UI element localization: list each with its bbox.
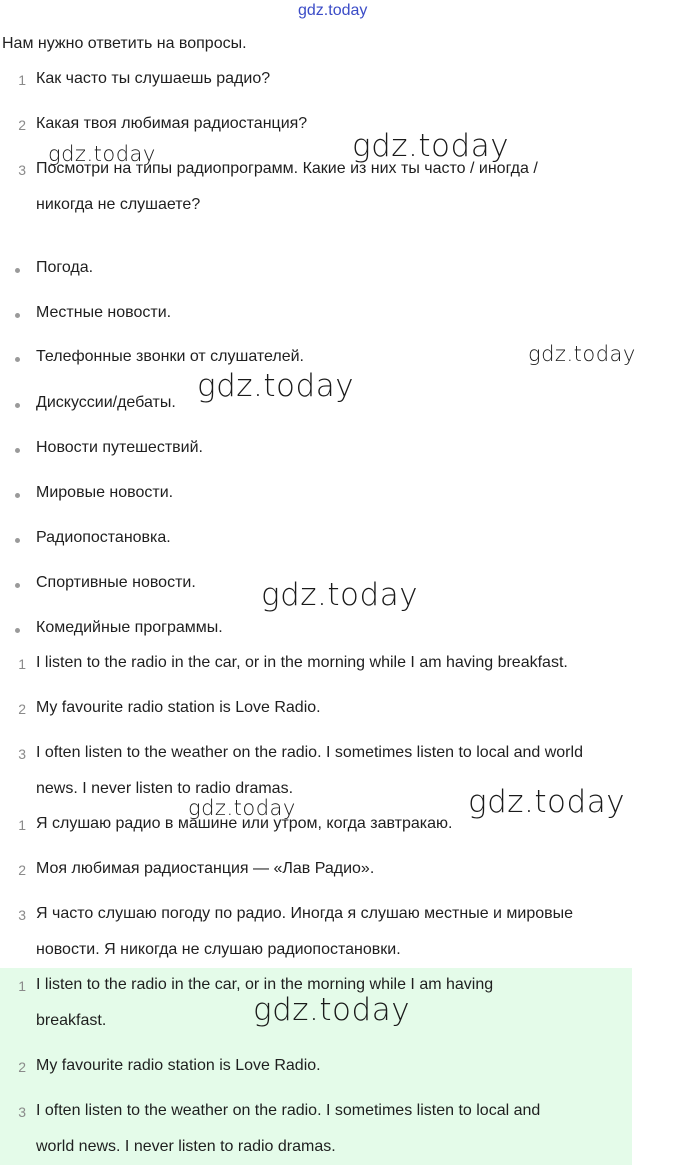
question-number: 1 xyxy=(18,72,26,88)
bullet-dot xyxy=(15,493,20,498)
intro-text: Нам нужно ответить на вопросы. xyxy=(2,35,247,52)
program-type-item: Новости путешествий. xyxy=(36,439,203,456)
program-type-item: Телефонные звонки от слушателей. xyxy=(36,348,304,365)
program-type-item: Комедийные программы. xyxy=(36,619,223,636)
answer-ru-number: 1 xyxy=(18,817,26,833)
question-text: Посмотри на типы радиопрограмм. Какие из них ты часто / иногда / xyxy=(36,160,538,177)
answer-highlight-number: 1 xyxy=(18,978,26,994)
bullet-dot xyxy=(15,628,20,633)
answer-ru-text: новости. Я никогда не слушаю радиопостановки. xyxy=(36,941,401,958)
answer-highlight-text: I often listen to the weather on the radio. I sometimes listen to local and xyxy=(36,1102,541,1119)
question-number: 2 xyxy=(18,117,26,133)
answer-ru-number: 2 xyxy=(18,862,26,878)
bullet-dot xyxy=(15,268,20,273)
answer-en-text: I often listen to the weather on the radio. I sometimes listen to local and world xyxy=(36,744,583,761)
answer-en-number: 1 xyxy=(18,656,26,672)
answer-en-number: 2 xyxy=(18,701,26,717)
program-type-item: Погода. xyxy=(36,259,94,276)
program-type-item: Спортивные новости. xyxy=(36,574,196,591)
bullet-dot xyxy=(15,448,20,453)
question-text: Как часто ты слушаешь радио? xyxy=(36,70,271,87)
question-text: Какая твоя любимая радиостанция? xyxy=(36,115,308,132)
answer-en-number: 3 xyxy=(18,746,26,762)
bullet-dot xyxy=(15,313,20,318)
answer-en-text: news. I never listen to radio dramas. xyxy=(36,780,294,797)
bullet-dot xyxy=(15,403,20,408)
watermark-text: gdz.today xyxy=(253,992,411,1028)
program-type-item: Дискуссии/дебаты. xyxy=(36,394,176,411)
program-type-item: Мировые новости. xyxy=(36,484,174,501)
watermark-text: gdz.today xyxy=(48,142,156,166)
watermark-text: gdz.today xyxy=(468,784,626,820)
answer-highlight-text: My favourite radio station is Love Radio. xyxy=(36,1057,321,1074)
answer-ru-text: Я часто слушаю погоду по радио. Иногда я слушаю местные и мировые xyxy=(36,905,574,922)
watermark-text: gdz.today xyxy=(197,368,355,404)
answer-ru-text: Я слушаю радио в машине или утром, когда завтракаю. xyxy=(36,815,453,832)
question-number: 3 xyxy=(18,162,26,178)
answer-highlight-text: breakfast. xyxy=(36,1012,107,1029)
program-type-item: Местные новости. xyxy=(36,304,172,321)
answer-highlight-text: world news. I never listen to radio dramas. xyxy=(36,1138,336,1155)
watermark-text: gdz.today xyxy=(261,577,419,613)
answer-ru-number: 3 xyxy=(18,907,26,923)
answer-highlight-number: 3 xyxy=(18,1104,26,1120)
answer-highlight-text: I listen to the radio in the car, or in the morning while I am having xyxy=(36,976,494,993)
watermark-text: gdz.today xyxy=(352,128,510,164)
answer-en-text: I listen to the radio in the car, or in the morning while I am having breakfast. xyxy=(36,654,568,671)
bullet-dot xyxy=(15,538,20,543)
answer-en-text: My favourite radio station is Love Radio. xyxy=(36,699,321,716)
answer-ru-text: Моя любимая радиостанция — «Лав Радио». xyxy=(36,860,375,877)
program-type-item: Радиопостановка. xyxy=(36,529,171,546)
answer-highlight-number: 2 xyxy=(18,1059,26,1075)
watermark-text: gdz.today xyxy=(188,796,296,820)
bullet-dot xyxy=(15,357,20,362)
watermark-text: gdz.today xyxy=(528,342,636,366)
question-text: никогда не слушаете? xyxy=(36,196,201,213)
top-watermark: gdz.today xyxy=(298,2,368,19)
bullet-dot xyxy=(15,583,20,588)
